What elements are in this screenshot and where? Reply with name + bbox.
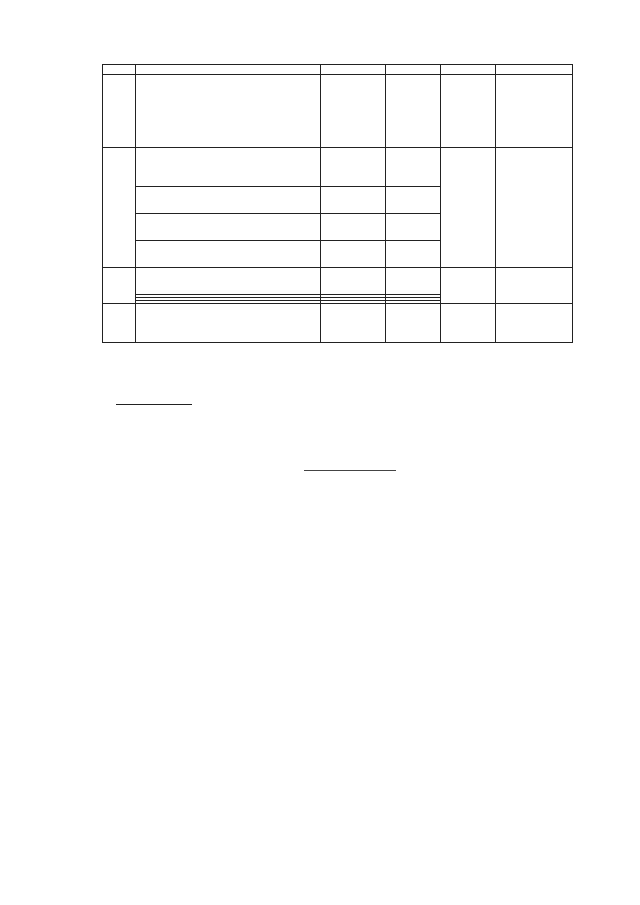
weight-cell bbox=[386, 214, 441, 241]
weight-cell bbox=[386, 148, 441, 187]
table-header-row bbox=[103, 65, 573, 75]
criterion-text bbox=[136, 187, 321, 214]
document-cell bbox=[496, 75, 573, 148]
weight-cell bbox=[386, 187, 441, 214]
criterion-text bbox=[136, 268, 321, 295]
score-cell bbox=[321, 214, 386, 241]
document-cell bbox=[496, 148, 573, 268]
header-col-1 bbox=[103, 65, 136, 75]
document-cell bbox=[496, 268, 573, 304]
score-cell bbox=[321, 304, 386, 343]
empty-cell bbox=[441, 304, 496, 343]
empty-cell bbox=[441, 268, 496, 304]
header-col-5 bbox=[441, 65, 496, 75]
table-row bbox=[103, 148, 573, 187]
criteria-table bbox=[102, 64, 573, 343]
header-col-6 bbox=[496, 65, 573, 75]
weight-cell bbox=[386, 75, 441, 148]
weight-cell bbox=[386, 268, 441, 295]
criterion-text bbox=[136, 214, 321, 241]
header-col-4 bbox=[386, 65, 441, 75]
criterion-text bbox=[136, 241, 321, 268]
empty-cell bbox=[441, 75, 496, 148]
weight-cell bbox=[386, 241, 441, 268]
footnote-divider bbox=[116, 404, 192, 405]
header-col-3 bbox=[321, 65, 386, 75]
weight-cell bbox=[386, 304, 441, 343]
criterion-text bbox=[136, 148, 321, 187]
table-row bbox=[103, 75, 573, 148]
empty-cell bbox=[441, 148, 496, 268]
document-cell bbox=[496, 304, 573, 343]
total-row bbox=[103, 304, 573, 343]
row-number bbox=[103, 148, 136, 268]
criterion-text bbox=[136, 75, 321, 148]
score-cell bbox=[321, 241, 386, 268]
score-cell bbox=[321, 268, 386, 295]
table-row bbox=[103, 268, 573, 295]
header-col-2 bbox=[136, 65, 321, 75]
criterion-text bbox=[136, 304, 321, 343]
score-cell bbox=[321, 75, 386, 148]
score-cell bbox=[321, 148, 386, 187]
row-number bbox=[103, 75, 136, 148]
row-number bbox=[103, 268, 136, 304]
end-of-document-rule bbox=[304, 470, 396, 471]
score-cell bbox=[321, 187, 386, 214]
row-number bbox=[103, 304, 136, 343]
